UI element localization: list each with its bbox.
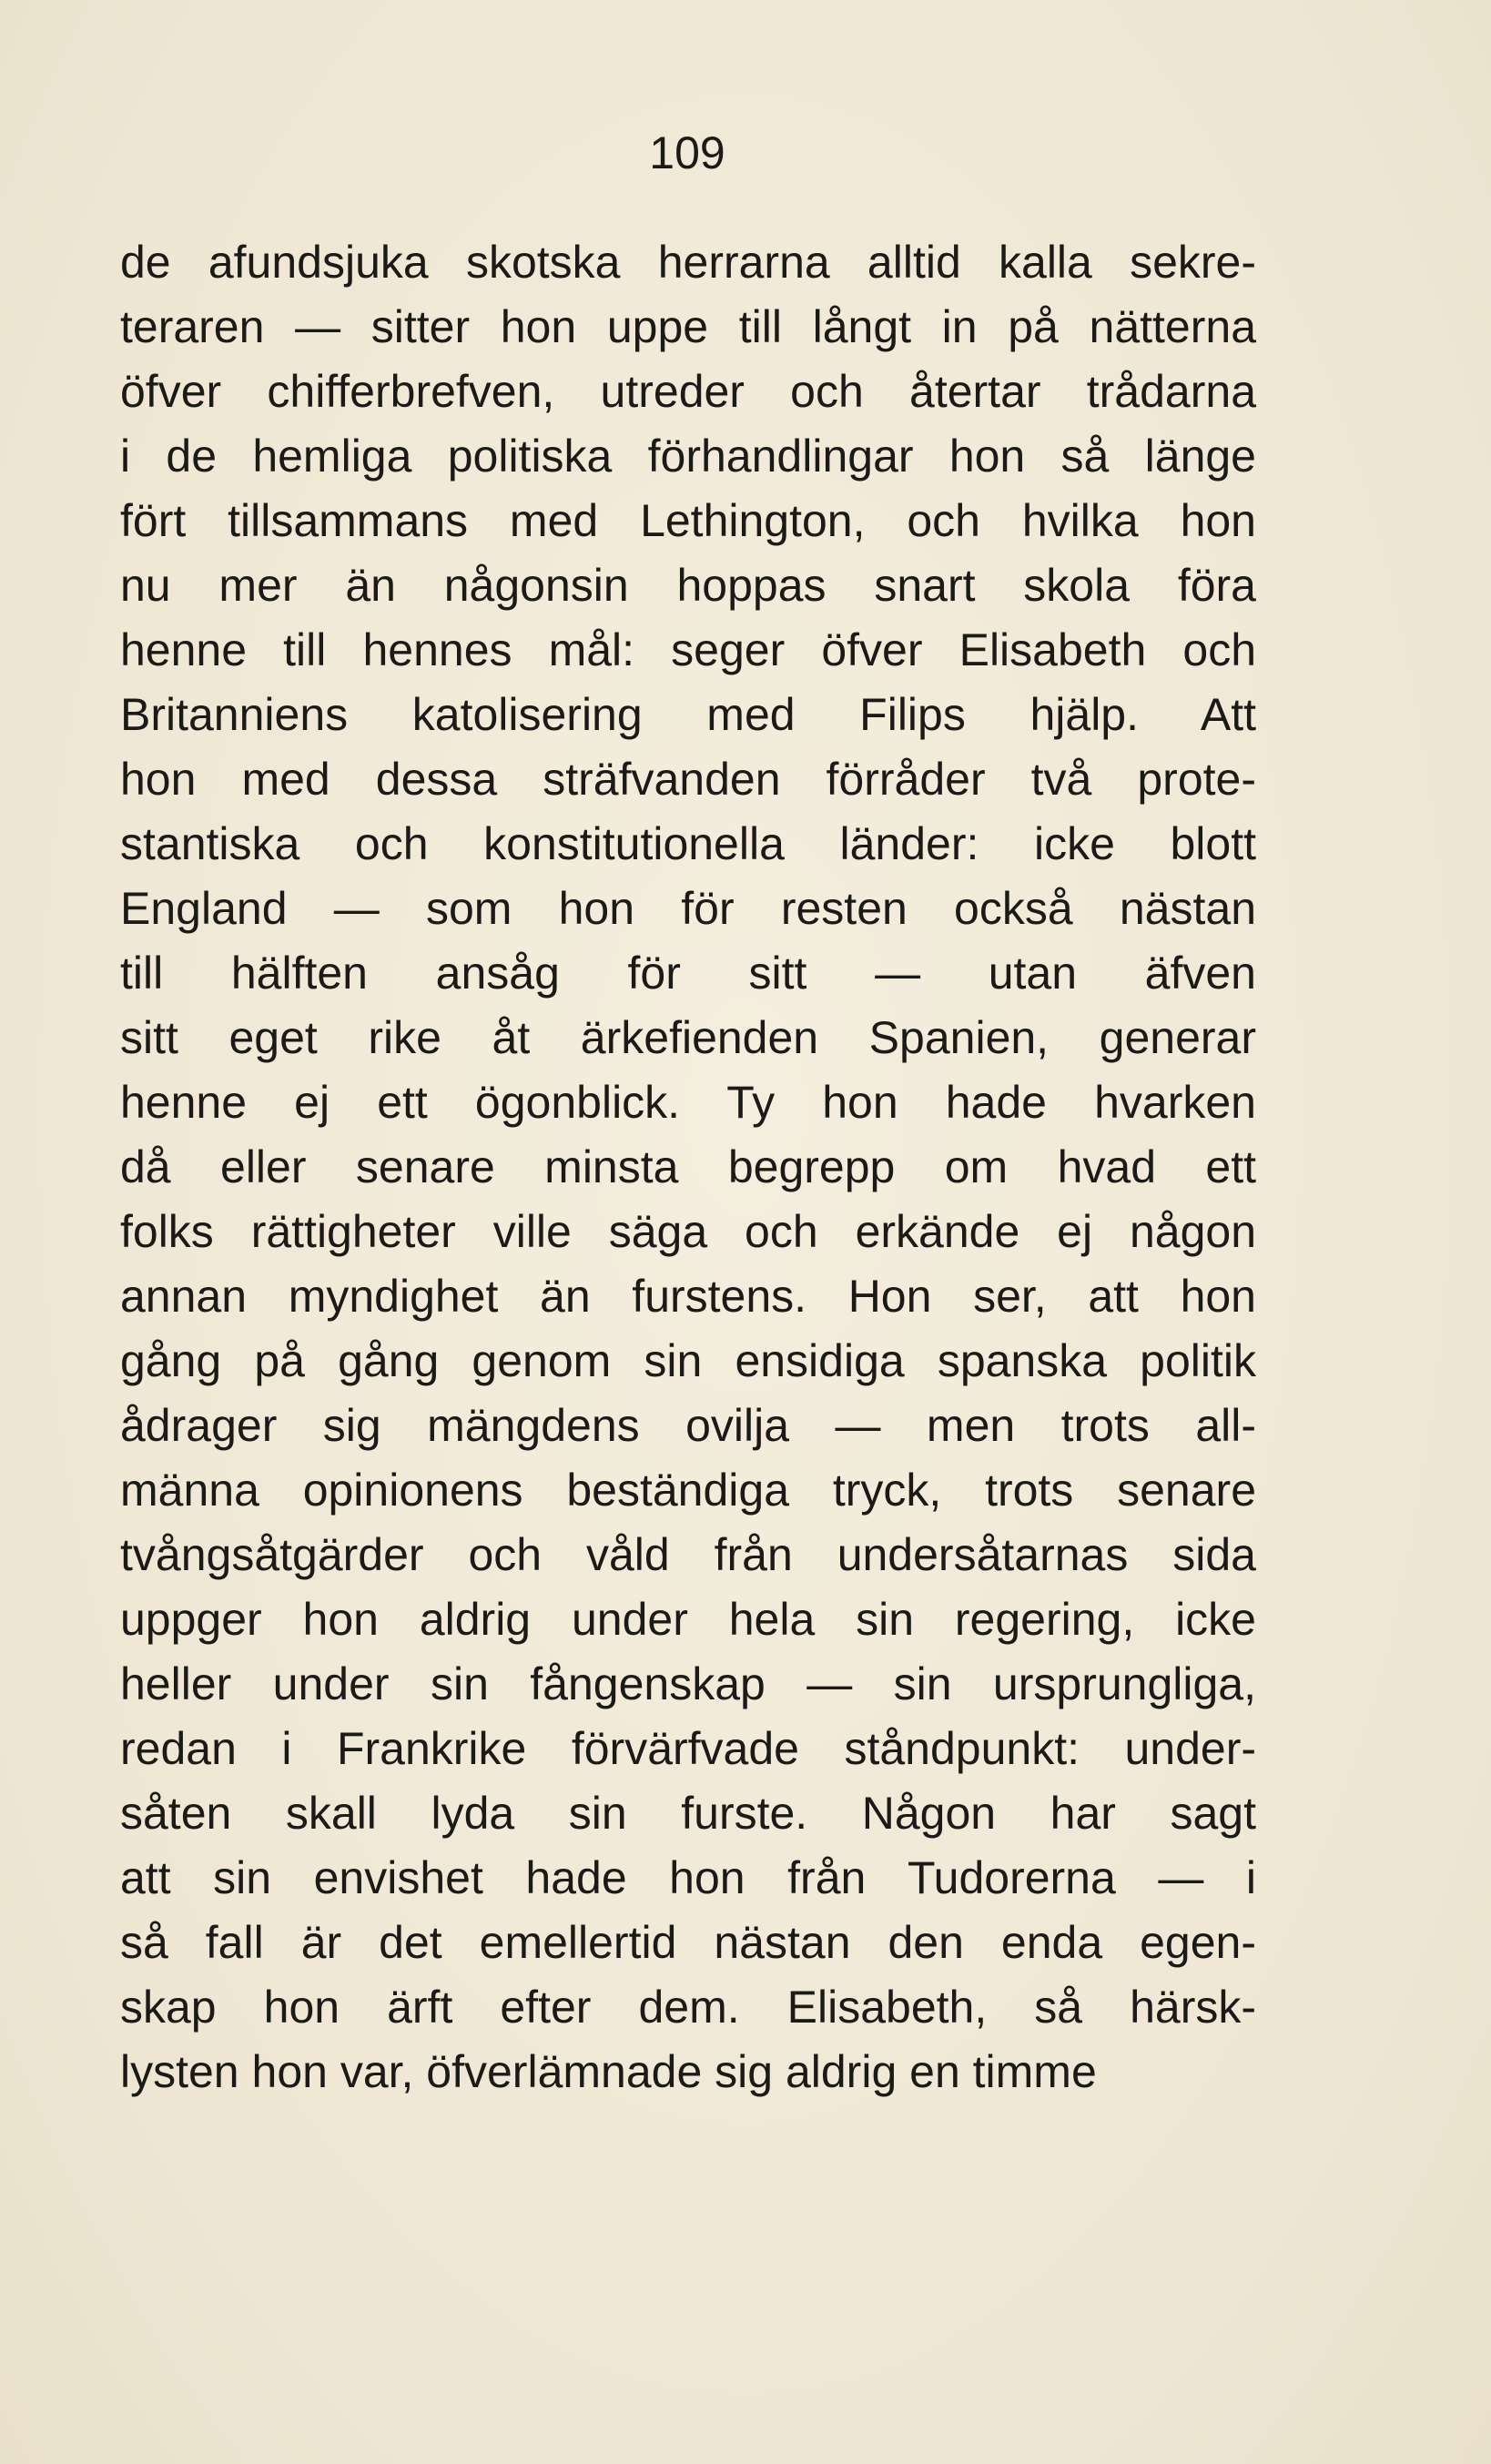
text-line: sitt eget rike åt ärkefienden Spanien, generar (120, 1012, 1256, 1063)
text-line: fört tillsammans med Lethington, och hvilka hon (120, 495, 1256, 546)
text-line: skap hon ärft efter dem. Elisabeth, så härsk- (120, 1982, 1256, 2033)
text-line: uppger hon aldrig under hela sin regering, icke (120, 1594, 1256, 1645)
text-line: Britanniens katolisering med Filips hjälp. Att (120, 689, 1256, 740)
text-line: teraren — sitter hon uppe till långt in på nätterna (120, 301, 1256, 352)
text-line: i de hemliga politiska förhandlingar hon så länge (120, 431, 1256, 482)
text-line: heller under sin fångenskap — sin ursprungliga, (120, 1658, 1256, 1709)
text-line: så fall är det emellertid nästan den enda egen- (120, 1917, 1256, 1968)
text-line: nu mer än någonsin hoppas snart skola föra (120, 560, 1256, 611)
text-line: tvångsåtgärder och våld från undersåtarnas sida (120, 1529, 1256, 1580)
text-line: henne till hennes mål: seger öfver Elisabeth och (120, 624, 1256, 675)
text-line: redan i Frankrike förvärfvade ståndpunkt: under- (120, 1723, 1256, 1774)
text-line: England — som hon för resten också nästan (120, 883, 1256, 934)
body-text (120, 230, 1256, 2104)
text-line: öfver chifferbrefven, utreder och återtar trådarna (120, 366, 1256, 417)
text-line: männa opinionens beständiga tryck, trots senare (120, 1465, 1256, 1516)
text-line: hon med dessa sträfvanden förråder två prote- (120, 754, 1256, 805)
text-line: henne ej ett ögonblick. Ty hon hade hvarken (120, 1077, 1256, 1128)
text-line: då eller senare minsta begrepp om hvad ett (120, 1141, 1256, 1192)
text-line: annan myndighet än furstens. Hon ser, att hon (120, 1271, 1256, 1322)
text-line: såten skall lyda sin furste. Någon har sagt (120, 1788, 1256, 1839)
text-line: lysten hon var, öfverlämnade sig aldrig en timme (120, 2046, 1097, 2097)
text-line: folks rättigheter ville säga och erkände ej någon (120, 1206, 1256, 1257)
text-line: till hälften ansåg för sitt — utan äfven (120, 948, 1256, 999)
text-line: gång på gång genom sin ensidiga spanska politik (120, 1335, 1256, 1386)
text-line: att sin envishet hade hon från Tudorerna — i (120, 1852, 1256, 1903)
text-line: ådrager sig mängdens ovilja — men trots all- (120, 1400, 1256, 1451)
text-line: de afundsjuka skotska herrarna alltid kalla sekre- (120, 237, 1256, 288)
text-line: stantiska och konstitutionella länder: icke blott (120, 818, 1256, 869)
page-number: 109 (649, 127, 725, 178)
